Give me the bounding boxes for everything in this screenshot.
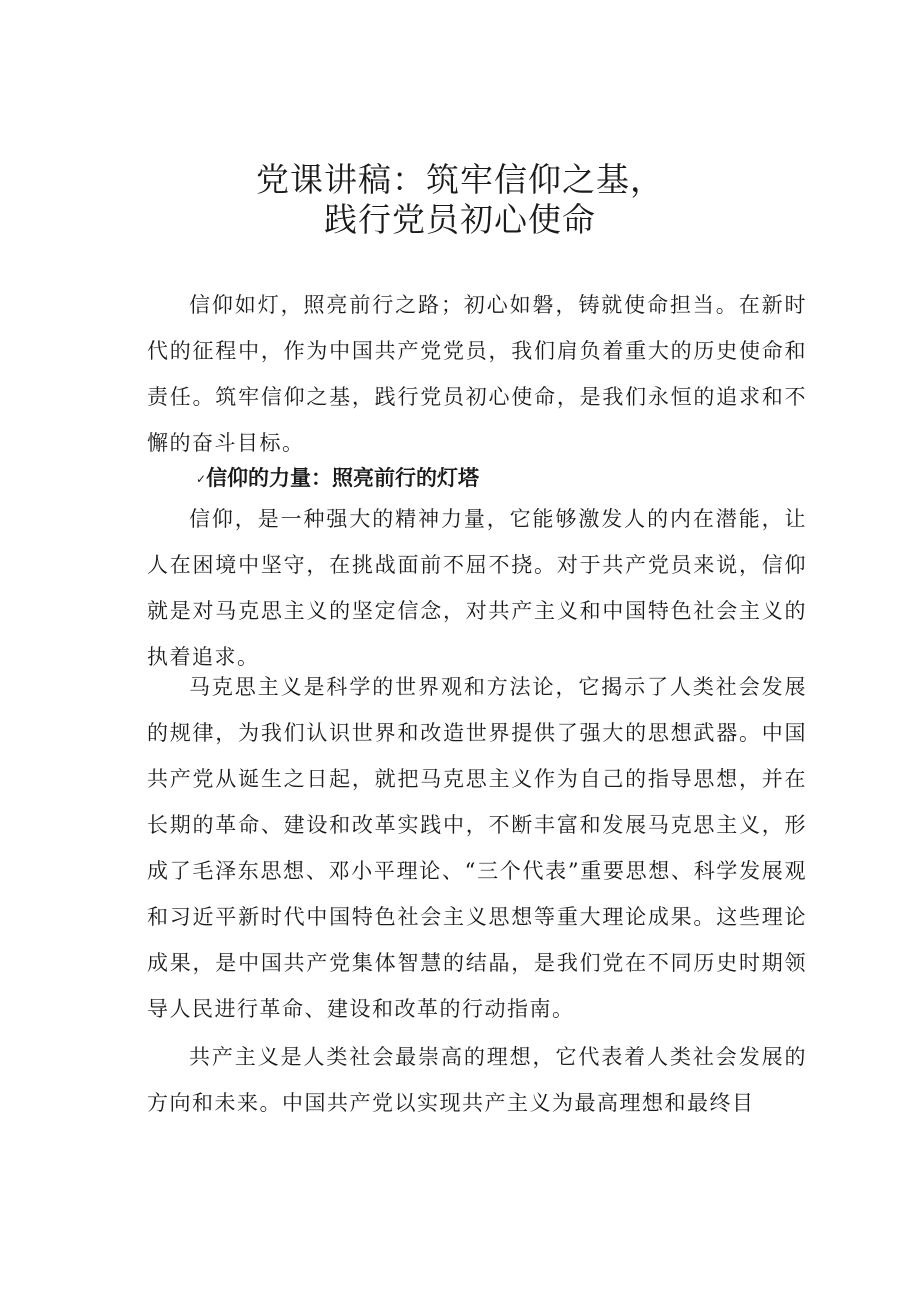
intro-paragraph: 信仰如灯，照亮前行之路；初心如磐，铸就使命担当。在新时代的征程中，作为中国共产党党员，我们肩负着重大的历史使命和责任。筑牢信仰之基，践行党员初心使命，是我们永恒的追求和不懈的奋斗目标。 <box>147 293 807 455</box>
body-paragraph: 信仰，是一种强大的精神力量，它能够激发人的内在潜能，让人在困境中坚守，在挑战面前不屈不挠。对于共产党员来说，信仰就是对马克思主义的坚定信念，对共产主义和中国特色社会主义的执着追求。 <box>147 507 807 669</box>
body-paragraph: 共产主义是人类社会最崇高的理想，它代表着人类社会发展的方向和未来。中国共产党以实现共产主义为最高理想和最终目 <box>147 1045 807 1115</box>
document-title-line-2: 践行党员初心使命 <box>324 200 596 239</box>
document-title-line-1: 党课讲稿：筑牢信仰之基， <box>256 160 664 199</box>
body-paragraph: 马克思主义是科学的世界观和方法论，它揭示了人类社会发展的规律，为我们认识世界和改造世界提供了强大的思想武器。中国共产党从诞生之日起，就把马克思主义作为自己的指导思想，并在长期的革命、建设和改革实践中，不断丰富和发展马克思主义，形成了毛泽东思想、邓小平理论、“三个代表”重要思想、科学发展观和习近平新时代中国特色社会主义思想等重大理论成果。这些理论成果，是中国共产党集体智慧的结晶，是我们党在不同历史时期领导人民进行革命、建设和改革的行动指南。 <box>147 675 807 1021</box>
section-heading-text: 信仰的力量：照亮前行的灯塔 <box>206 466 480 490</box>
checkmark-icon: ✓ <box>196 472 207 486</box>
section-heading <box>196 458 479 499</box>
